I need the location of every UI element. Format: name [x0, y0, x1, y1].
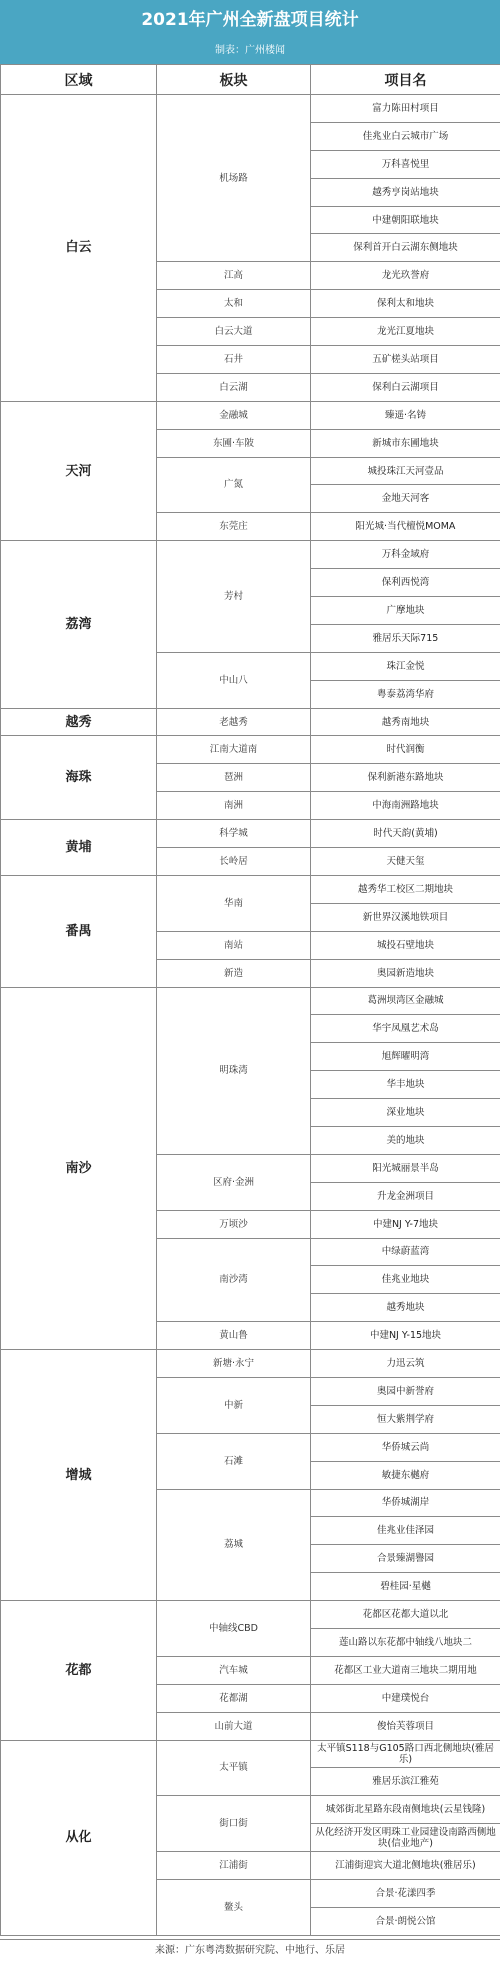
district-cell: 海珠 [1, 736, 157, 820]
project-cell: 臻遥·名铸 [311, 401, 500, 429]
column-header-project: 项目名 [311, 65, 500, 95]
project-cell: 合景臻湖譽园 [311, 1545, 500, 1573]
sector-cell: 太平镇 [157, 1740, 311, 1796]
page-title: 2021年广州全新盘项目统计 [0, 9, 500, 31]
sector-cell: 南沙湾 [157, 1238, 311, 1322]
sector-cell: 江高 [157, 262, 311, 290]
project-cell: 广摩地块 [311, 597, 500, 625]
sector-cell: 石井 [157, 346, 311, 374]
project-cell: 中建NJ Y-7地块 [311, 1210, 500, 1238]
project-cell: 升龙金洲项目 [311, 1182, 500, 1210]
project-cell: 华宇凤凰艺术岛 [311, 1015, 500, 1043]
project-table [0, 64, 500, 1936]
sector-cell: 中轴线CBD [157, 1601, 311, 1657]
district-cell: 荔湾 [1, 541, 157, 708]
project-cell: 新城市东圃地块 [311, 429, 500, 457]
sector-cell: 万顷沙 [157, 1210, 311, 1238]
sector-cell: 花都湖 [157, 1684, 311, 1712]
sector-cell: 新造 [157, 959, 311, 987]
project-cell: 城投珠江天河壹品 [311, 457, 500, 485]
district-cell: 南沙 [1, 987, 157, 1350]
sector-cell: 芳村 [157, 541, 311, 653]
project-cell: 莲山路以东花都中轴线八地块二 [311, 1628, 500, 1656]
project-cell: 江浦街迎宾大道北侧地块(雅居乐) [311, 1852, 500, 1880]
project-cell: 天健天玺 [311, 848, 500, 876]
project-cell: 中海南洲路地块 [311, 792, 500, 820]
project-cell: 佳兆业地块 [311, 1266, 500, 1294]
table-row [1, 541, 500, 569]
project-cell: 五矿槎头站项目 [311, 346, 500, 374]
sector-cell: 街口街 [157, 1796, 311, 1852]
sector-cell: 金融城 [157, 401, 311, 429]
project-cell: 华侨城湖岸 [311, 1489, 500, 1517]
sector-cell: 机场路 [157, 95, 311, 262]
project-cell: 富力陈田村项目 [311, 95, 500, 123]
column-header-district: 区域 [1, 65, 157, 95]
sector-cell: 山前大道 [157, 1712, 311, 1740]
project-cell: 奥园中新誉府 [311, 1377, 500, 1405]
project-cell: 金地天河客 [311, 485, 500, 513]
project-cell: 旭辉曜明湾 [311, 1043, 500, 1071]
project-cell: 越秀华工校区二期地块 [311, 875, 500, 903]
project-cell: 华丰地块 [311, 1071, 500, 1099]
project-cell: 葛洲坝湾区金融城 [311, 987, 500, 1015]
table-row [1, 1601, 500, 1629]
project-cell: 保利新港东路地块 [311, 764, 500, 792]
project-cell: 龙光江夏地块 [311, 318, 500, 346]
project-cell: 珠江金悦 [311, 652, 500, 680]
project-cell: 时代润衡 [311, 736, 500, 764]
project-cell: 合景·朗悦公馆 [311, 1907, 500, 1935]
table-row [1, 987, 500, 1015]
sector-cell: 华南 [157, 875, 311, 931]
district-cell: 白云 [1, 95, 157, 402]
district-cell: 增城 [1, 1350, 157, 1601]
table-body [1, 95, 500, 1936]
project-cell: 粤泰荔湾华府 [311, 680, 500, 708]
sector-cell: 石滩 [157, 1433, 311, 1489]
table-row [1, 736, 500, 764]
project-cell: 保利西悦湾 [311, 569, 500, 597]
project-cell: 花都区花都大道以北 [311, 1601, 500, 1629]
sector-cell: 江南大道南 [157, 736, 311, 764]
sector-cell: 老越秀 [157, 708, 311, 736]
project-cell: 万科金域府 [311, 541, 500, 569]
sector-cell: 东莞庄 [157, 513, 311, 541]
table-row [1, 95, 500, 123]
sector-cell: 荔城 [157, 1489, 311, 1601]
project-cell: 恒大紫荆学府 [311, 1405, 500, 1433]
project-cell: 从化经济开发区明珠工业园建设南路西侧地块(信业地产) [311, 1824, 500, 1852]
project-cell: 城投石壁地块 [311, 931, 500, 959]
project-cell: 合景·花漾四季 [311, 1880, 500, 1908]
project-cell: 华侨城云尚 [311, 1433, 500, 1461]
project-cell: 越秀地块 [311, 1294, 500, 1322]
project-cell: 龙光玖誉府 [311, 262, 500, 290]
project-cell: 阳光城·当代檀悦MOMA [311, 513, 500, 541]
district-cell: 番禺 [1, 875, 157, 987]
project-cell: 太平镇S118与G105路口西北侧地块(雅居乐) [311, 1740, 500, 1768]
project-cell: 深业地块 [311, 1099, 500, 1127]
sector-cell: 中山八 [157, 652, 311, 708]
project-cell: 时代天韵(黄埔) [311, 820, 500, 848]
project-cell: 力迅云筑 [311, 1350, 500, 1378]
sector-cell: 东圃·车陂 [157, 429, 311, 457]
project-cell: 中建璞悦台 [311, 1684, 500, 1712]
table-row [1, 708, 500, 736]
project-cell: 花都区工业大道南三地块二期用地 [311, 1656, 500, 1684]
sector-cell: 中新 [157, 1377, 311, 1433]
district-cell: 天河 [1, 401, 157, 540]
project-cell: 佳兆业佳泽园 [311, 1517, 500, 1545]
project-cell: 城郊街北星路东段南侧地块(云星钱隆) [311, 1796, 500, 1824]
sector-cell: 广氮 [157, 457, 311, 513]
project-cell: 雅居乐天际715 [311, 624, 500, 652]
table-row [1, 875, 500, 903]
project-cell: 万科喜悦里 [311, 150, 500, 178]
sector-cell: 鳌头 [157, 1880, 311, 1936]
sector-cell: 太和 [157, 290, 311, 318]
sector-cell: 黄山鲁 [157, 1322, 311, 1350]
project-cell: 保利首开白云湖东侧地块 [311, 234, 500, 262]
sector-cell: 南洲 [157, 792, 311, 820]
project-cell: 俊怡芙蓉项目 [311, 1712, 500, 1740]
page-header [0, 0, 500, 64]
sector-cell: 琶洲 [157, 764, 311, 792]
district-cell: 黄埔 [1, 820, 157, 876]
table-row [1, 401, 500, 429]
sector-cell: 科学城 [157, 820, 311, 848]
table-row [1, 1350, 500, 1378]
table-row [1, 1740, 500, 1768]
project-cell: 越秀亨岗站地块 [311, 178, 500, 206]
source-note: 来源：广东粤湾数据研究院、中地行、乐居 [0, 1939, 500, 1960]
sector-cell: 江浦街 [157, 1852, 311, 1880]
project-cell: 阳光城丽景半岛 [311, 1154, 500, 1182]
project-cell: 佳兆业白云城市广场 [311, 122, 500, 150]
project-cell: 保利太和地块 [311, 290, 500, 318]
table-header-row [1, 65, 500, 95]
sector-cell: 汽车城 [157, 1656, 311, 1684]
table-row [1, 820, 500, 848]
sector-cell: 新塘·永宁 [157, 1350, 311, 1378]
sector-cell: 长岭居 [157, 848, 311, 876]
project-cell: 越秀南地块 [311, 708, 500, 736]
project-cell: 奥园新造地块 [311, 959, 500, 987]
district-cell: 花都 [1, 1601, 157, 1740]
project-cell: 中绿蔚蓝湾 [311, 1238, 500, 1266]
project-cell: 保利白云湖项目 [311, 373, 500, 401]
sector-cell: 区府·金洲 [157, 1154, 311, 1210]
project-cell: 敏捷东樾府 [311, 1461, 500, 1489]
project-cell: 美的地块 [311, 1126, 500, 1154]
table-maker: 制表：广州楼闻 [0, 44, 500, 58]
sector-cell: 白云大道 [157, 318, 311, 346]
sector-cell: 明珠湾 [157, 987, 311, 1154]
project-cell: 中建朝阳联地块 [311, 206, 500, 234]
project-cell: 雅居乐滨江雅苑 [311, 1768, 500, 1796]
district-cell: 从化 [1, 1740, 157, 1935]
project-cell: 碧桂园·星樾 [311, 1573, 500, 1601]
column-header-sector: 板块 [157, 65, 311, 95]
district-cell: 越秀 [1, 708, 157, 736]
project-cell: 中建NJ Y-15地块 [311, 1322, 500, 1350]
project-cell: 新世界汉溪地铁项目 [311, 903, 500, 931]
sector-cell: 白云湖 [157, 373, 311, 401]
sector-cell: 南站 [157, 931, 311, 959]
